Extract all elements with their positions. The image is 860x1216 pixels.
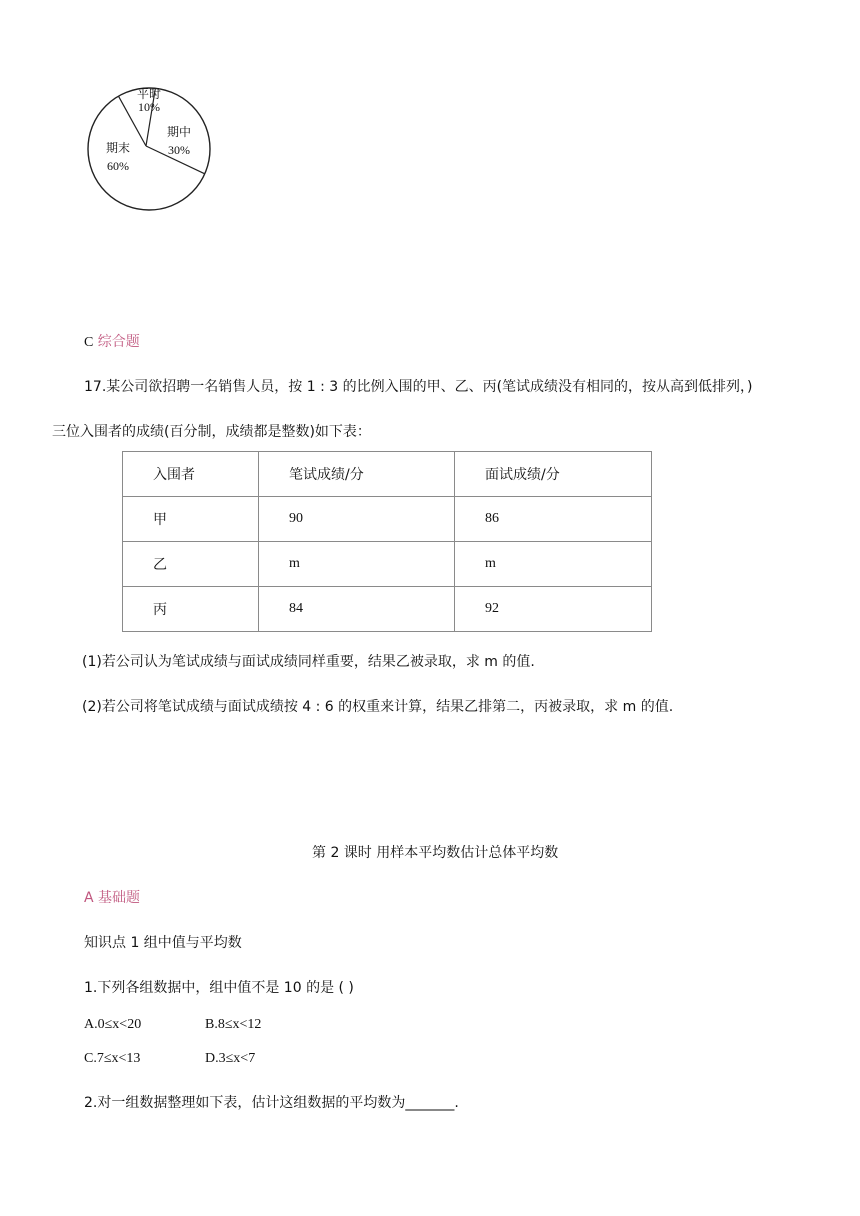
table-cell: 86 <box>455 497 652 542</box>
q1-option-c: C.7≤x<13 <box>84 1051 141 1066</box>
table-row <box>123 497 652 542</box>
table-cell: m <box>455 542 652 587</box>
table-row <box>123 587 652 632</box>
pie-slice-value-label: 30% <box>168 143 190 157</box>
q1-option-d: D.3≤x<7 <box>205 1051 256 1066</box>
pie-slice-value-label: 10% <box>138 100 160 114</box>
section-c-text: 综合题 <box>97 334 140 350</box>
table-cell: 90 <box>259 497 455 542</box>
lesson-title: 第 2 课时 用样本平均数估计总体平均数 <box>312 845 559 861</box>
section-c-heading: C 综合题 <box>84 334 140 350</box>
table-cell: 乙 <box>123 542 259 587</box>
knowledge-point-heading: 知识点 1 组中值与平均数 <box>84 935 242 951</box>
section-a-heading: A 基础题 <box>84 890 141 906</box>
table-header-cell: 笔试成绩/分 <box>259 452 455 497</box>
q2-stem: 2.对一组数据整理如下表，估计这组数据的平均数为_______. <box>84 1095 459 1111</box>
table-cell: 丙 <box>123 587 259 632</box>
pie-slice-label: 平时 <box>136 87 162 101</box>
table-cell: m <box>259 542 455 587</box>
pie-slice-label: 期末 <box>105 141 131 155</box>
q1-option-b: B.8≤x<12 <box>205 1017 262 1032</box>
q17-line2: 三位入围者的成绩(百分制，成绩都是整数)如下表： <box>52 424 371 440</box>
table-cell: 84 <box>259 587 455 632</box>
table-cell: 92 <box>455 587 652 632</box>
q1-option-a: A.0≤x<20 <box>84 1017 142 1032</box>
table-header-cell: 面试成绩/分 <box>455 452 652 497</box>
table-row <box>123 542 652 587</box>
pie-chart <box>84 84 214 214</box>
q17-part2: (2)若公司将笔试成绩与面试成绩按 4 : 6 的权重来计算，结果乙排第二，丙被录取，求 m 的值. <box>82 699 674 715</box>
q1-stem: 1.下列各组数据中，组中值不是 10 的是 ( ) <box>84 980 354 996</box>
table-header-cell: 入围者 <box>123 452 259 497</box>
table-cell: 甲 <box>123 497 259 542</box>
q17-line1: 17.某公司欲招聘一名销售人员，按 1 : 3 的比例入围的甲、乙、丙(笔试成绩没有相同的，按从高到低排列，) <box>84 379 753 395</box>
table-header-row <box>123 452 652 497</box>
scores-table <box>122 451 652 632</box>
pie-slice-value-label: 60% <box>107 159 129 173</box>
pie-slice-label: 期中 <box>166 125 192 139</box>
q17-part1: (1)若公司认为笔试成绩与面试成绩同样重要，结果乙被录取，求 m 的值. <box>82 654 535 670</box>
